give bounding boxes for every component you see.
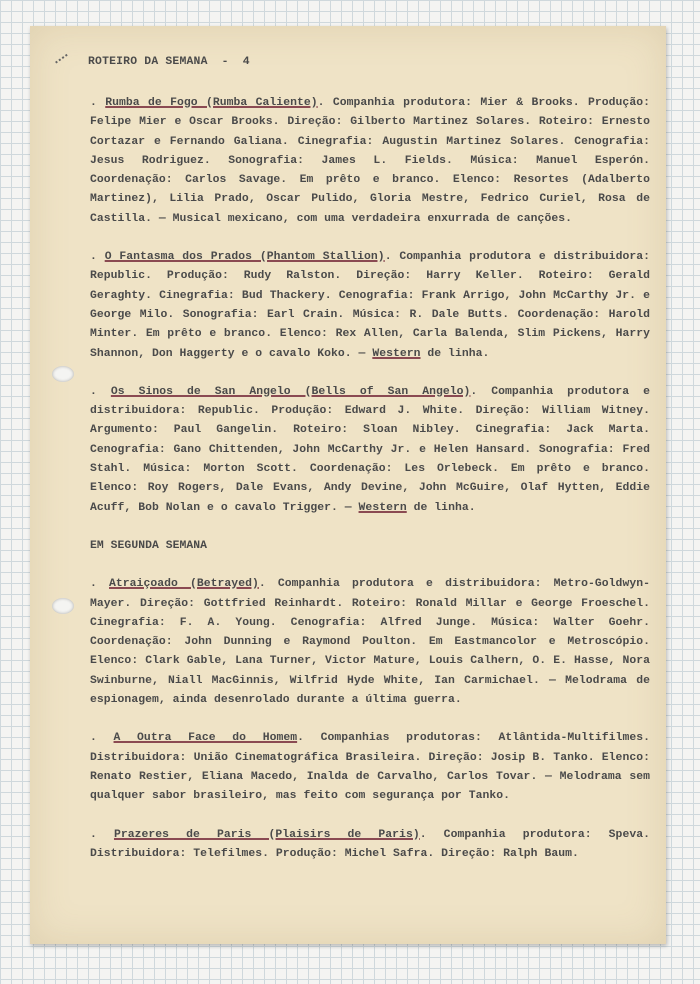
film-body-tail: de linha. <box>420 347 490 360</box>
pencil-mark-icon <box>55 54 85 88</box>
film-title: Rumba de Fogo (Rumba Caliente) <box>105 97 318 109</box>
punch-hole <box>52 598 74 614</box>
film-body: . Companhia produtora e distribuidora: Republic. Produção: Rudy Ralston. Direção: Harry Keller. Roteiro: Gerald Geraghty. Cinegrafia: Bud Thackery. Cenografia: Frank Arrigo, John McCarthy Jr. e George Milo. Sonografia: Earl Crain. Música: R. Dale Butts. Coordenação: Harold Minter. Em prêto e branco. Elenco: Rex Allen, Carla Balenda, Slim Pickens, Harry Shannon, Don Haggerty e o cavalo Koko. — <box>90 251 650 360</box>
section-heading: EM SEGUNDA SEMANA <box>90 539 208 552</box>
film-entry: . Rumba de Fogo (Rumba Caliente). Companhia produtora: Mier & Brooks. Produção: Felipe Mier e Oscar Brooks. Direção: Gilberto Martinez Solares. Roteiro: Ernesto Cortazar e Fernando Galiana. Cinegrafia: Augustin Martinez Solares. Cenografia: Jesus Rodriguez. Sonografia: James L. Fields. Música: Manuel Esperón. Coordenação: Carlos Savage. Em prêto e branco. Elenco: Resortes (Adalberto Martinez), Lilia Prado, Oscar Pulido, Gloria Mestre, Fedrico Curiel, Rosa de Castilla. — Musical mexicano, com uma verdadeira enxurrada de canções. <box>90 97 650 225</box>
film-title: Prazeres de Paris (Plaisirs de Paris) <box>113 828 420 841</box>
film-title: Atraiçoado (Betrayed) <box>109 578 259 591</box>
film-entry: . A Outra Face do Homem. Companhias produtoras: Atlântida-Multifilmes. Distribuidora: União Cinematográfica Brasileira. Direção: Josip B. Tanko. Elenco: Renato Restier, Eliana Macedo, Inalda de Carvalho, Carlos Tovar. — Melodrama sem qualquer sabor brasileiro, mas feito com segurança por Tanko. <box>90 732 650 803</box>
genre-word: Western <box>372 347 421 360</box>
film-entry: . Prazeres de Paris (Plaisirs de Paris). Companhia produtora: Speva. Distribuidora: Telefilmes. Produção: Michel Safra. Direção: Ralph Baum. <box>90 828 650 860</box>
film-title: O Fantasma dos Prados (Phantom Stallion) <box>104 251 385 264</box>
page-header: ROTEIRO DA SEMANA - 4 <box>88 56 250 68</box>
film-body: . Companhias produtoras: Atlântida-Multifilmes. Distribuidora: União Cinematográfica Brasileira. Direção: Josip B. Tanko. Elenco: Renato Restier, Eliana Macedo, Inalda de Carvalho, Carlos Tovar. — Melodrama sem qualquer sabor brasileiro, mas feito com segurança por Tanko. <box>90 732 650 803</box>
film-body: . Companhia produtora: Mier & Brooks. Produção: Felipe Mier e Oscar Brooks. Direção: Gilberto Martinez Solares. Roteiro: Ernesto Cortazar e Fernando Galiana. Cinegrafia: Augustin Martinez Solares. Cenografia: Jesus Rodriguez. Sonografia: James L. Fields. Música: Manuel Esperón. Coordenação: Carlos Savage. Em prêto e branco. Elenco: Resortes (Adalberto Martinez), Lilia Prado, Oscar Pulido, Gloria Mestre, Fedrico Curiel, Rosa de Castilla. — Musical mexicano, com uma verdadeira enxurrada de canções. <box>90 97 650 225</box>
genre-word: Western <box>358 501 407 514</box>
film-body: . Companhia produtora: Speva. Distribuidora: Telefilmes. Produção: Michel Safra. Direção: Ralph Baum. <box>90 828 650 860</box>
film-body-tail: de linha. <box>406 501 476 514</box>
film-title: A Outra Face do Homem <box>113 732 298 745</box>
typed-page <box>30 26 666 944</box>
film-body: . Companhia produtora e distribuidora: Metro-Goldwyn-Mayer. Direção: Gottfried Reinhardt. Roteiro: Ronald Millar e George Froeschel. Cinegrafia: F. A. Young. Cenografia: Alfred Junge. Música: Walter Goehr. Coordenação: John Dunning e Raymond Poulton. Em Eastmancolor e Metroscópio. Elenco: Clark Gable, Lana Turner, Victor Mature, Louis Calhern, O. E. Hasse, Nora Swinburne, Niall MacGinnis, Wilfrid Hyde White, Ian Carmichael. — Melodrama de espionagem, ainda desenrolado durante a última guerra. <box>90 578 650 707</box>
film-entry: . Os Sinos de San Angelo (Bells of San Angelo). Companhia produtora e distribuidora: Republic. Produção: Edward J. White. Direção: William Witney. Argumento: Paul Gangelin. Roteiro: Sloan Nibley. Cinegrafia: Jack Marta. Cenografia: Gano Chittenden, John McCarthy Jr. e Helen Hansard. Sonografia: Fred Stahl. Música: Morton Scott. Coordenação: Les Orlebeck. Em prêto e branco. Elenco: Roy Rogers, Dale Evans, Andy Devine, John McGuire, Olaf Hytten, Eddie Acuff, Bob Nolan e o cavalo Trigger. — Western de linha. <box>90 385 650 514</box>
punch-hole <box>52 366 74 382</box>
film-entry: . O Fantasma dos Prados (Phantom Stallion). Companhia produtora e distribuidora: Republic. Produção: Rudy Ralston. Direção: Harry Keller. Roteiro: Gerald Geraghty. Cinegrafia: Bud Thackery. Cenografia: Frank Arrigo, John McCarthy Jr. e George Milo. Sonografia: Earl Crain. Música: R. Dale Butts. Coordenação: Harold Minter. Em prêto e branco. Elenco: Rex Allen, Carla Balenda, Slim Pickens, Harry Shannon, Don Haggerty e o cavalo Koko. — Western de linha. <box>90 251 650 360</box>
film-entry: . Atraiçoado (Betrayed). Companhia produtora e distribuidora: Metro-Goldwyn-Mayer. Direção: Gottfried Reinhardt. Roteiro: Ronald Millar e George Froeschel. Cinegrafia: F. A. Young. Cenografia: Alfred Junge. Música: Walter Goehr. Coordenação: John Dunning e Raymond Poulton. Em Eastmancolor e Metroscópio. Elenco: Clark Gable, Lana Turner, Victor Mature, Louis Calhern, O. E. Hasse, Nora Swinburne, Niall MacGinnis, Wilfrid Hyde White, Ian Carmichael. — Melodrama de espionagem, ainda desenrolado durante a última guerra. <box>90 578 650 707</box>
film-body: . Companhia produtora e distribuidora: Republic. Produção: Edward J. White. Direção: William Witney. Argumento: Paul Gangelin. Roteiro: Sloan Nibley. Cinegrafia: Jack Marta. Cenografia: Gano Chittenden, John McCarthy Jr. e Helen Hansard. Sonografia: Fred Stahl. Música: Morton Scott. Coordenação: Les Orlebeck. Em prêto e branco. Elenco: Roy Rogers, Dale Evans, Andy Devine, John McGuire, Olaf Hytten, Eddie Acuff, Bob Nolan e o cavalo Trigger. — <box>90 385 650 514</box>
film-title: Os Sinos de San Angelo (Bells of San Angelo) <box>110 385 471 398</box>
page-content <box>90 94 650 883</box>
